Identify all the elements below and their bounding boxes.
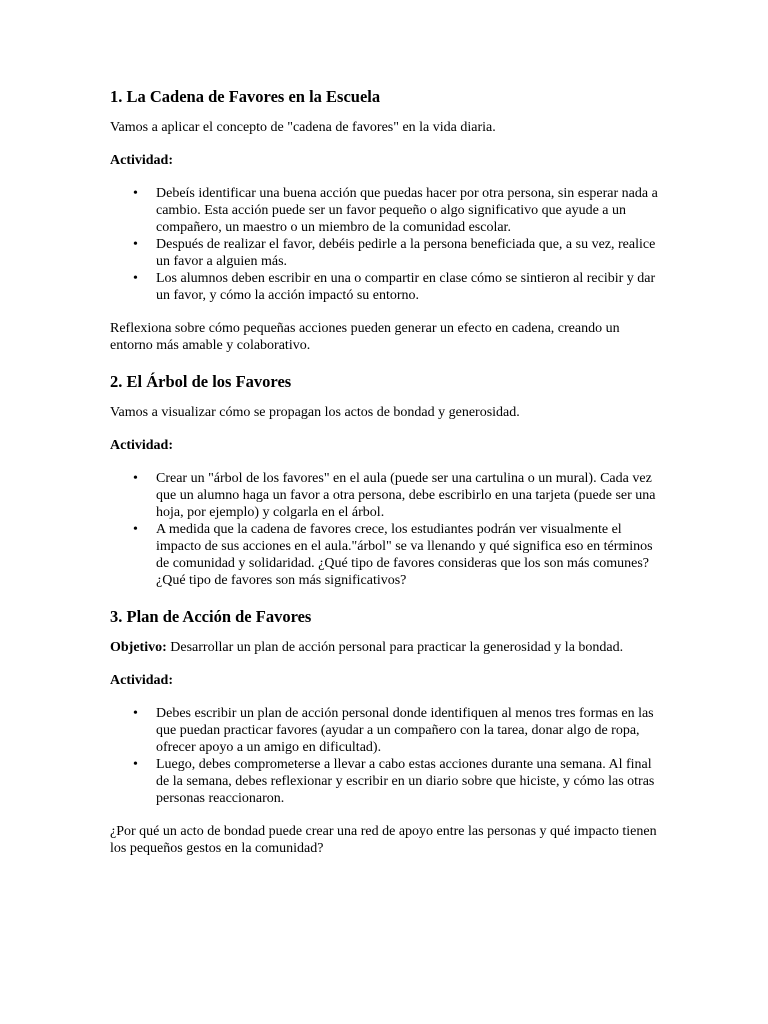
section-1-activity-label: Actividad: <box>110 153 173 168</box>
objective-label: Objetivo: <box>110 640 167 655</box>
section-2-title: 2. El Árbol de los Favores <box>110 372 292 391</box>
list-item: • Debes escribir un plan de acción personal donde identifiquen al menos tres formas en las que puedan practicar favores (ayudar a un compañero con la tarea, donar algo de ropa, ofrecer apoyo a un amigo en dificultad). <box>133 706 654 755</box>
bullet-icon: • <box>133 471 138 486</box>
section-1-closing: Reflexiona sobre cómo pequeñas acciones pueden generar un efecto en cadena, creando un entorno más amable y colaborativo. <box>110 321 620 353</box>
list-item: • A medida que la cadena de favores crece, los estudiantes podrán ver visualmente el impacto de sus acciones en el aula."árbol" se va llenando y qué significa eso en términos de comunidad y solidaridad. ¿Qué tipo de favores consideras que los son más comunes? ¿Qué tipo de favores son más significativos? <box>133 522 653 588</box>
section-1-activity-list <box>110 185 658 304</box>
bullet-icon: • <box>133 522 138 537</box>
section-1-intro: Vamos a aplicar el concepto de "cadena de favores" en la vida diaria. <box>110 120 496 135</box>
list-item: • Debeís identificar una buena acción que puedas hacer por otra persona, sin esperar nada a cambio. Esta acción puede ser un favor pequeño o algo significativo que ayude a un compañero, un maestro o un miembro de la comunidad escolar. <box>133 186 658 235</box>
section-3-activity-list <box>110 705 658 807</box>
section-2-activity-list <box>110 470 658 589</box>
section-3-closing: ¿Por qué un acto de bondad puede crear una red de apoyo entre las personas y qué impacto tienen los pequeños gestos en la comunidad? <box>110 824 657 856</box>
bullet-icon: • <box>133 271 138 286</box>
section-1-title: 1. La Cadena de Favores en la Escuela <box>110 87 381 106</box>
objective-text: Desarrollar un plan de acción personal para practicar la generosidad y la bondad. <box>166 640 624 655</box>
section-3-title: 3. Plan de Acción de Favores <box>110 607 312 626</box>
list-item: • Luego, debes comprometerse a llevar a cabo estas acciones durante una semana. Al final de la semana, debes reflexionar y escribir en un diario sobre que hiciste, y cómo las otras personas reaccionaron. <box>133 757 655 806</box>
section-2-intro: Vamos a visualizar cómo se propagan los actos de bondad y generosidad. <box>110 405 520 420</box>
section-3-activity-label: Actividad: <box>110 673 173 688</box>
list-item: • Después de realizar el favor, debéis pedirle a la persona beneficiada que, a su vez, realice un favor a alguien más. <box>133 237 656 269</box>
list-item: • Los alumnos deben escribir en una o compartir en clase cómo se sintieron al recibir y dar un favor, y cómo la acción impactó su entorno. <box>133 271 656 303</box>
section-2-activity-label: Actividad: <box>110 438 173 453</box>
section-3-objective <box>110 639 658 656</box>
bullet-icon: • <box>133 186 138 201</box>
bullet-icon: • <box>133 237 138 252</box>
bullet-icon: • <box>133 757 138 772</box>
bullet-icon: • <box>133 706 138 721</box>
list-item: • Crear un "árbol de los favores" en el aula (puede ser una cartulina o un mural). Cada vez que un alumno haga un favor a otra persona, debe escribirlo en una tarjeta (puede ser una hoja, por ejemplo) y colgarla en el árbol. <box>133 471 656 520</box>
